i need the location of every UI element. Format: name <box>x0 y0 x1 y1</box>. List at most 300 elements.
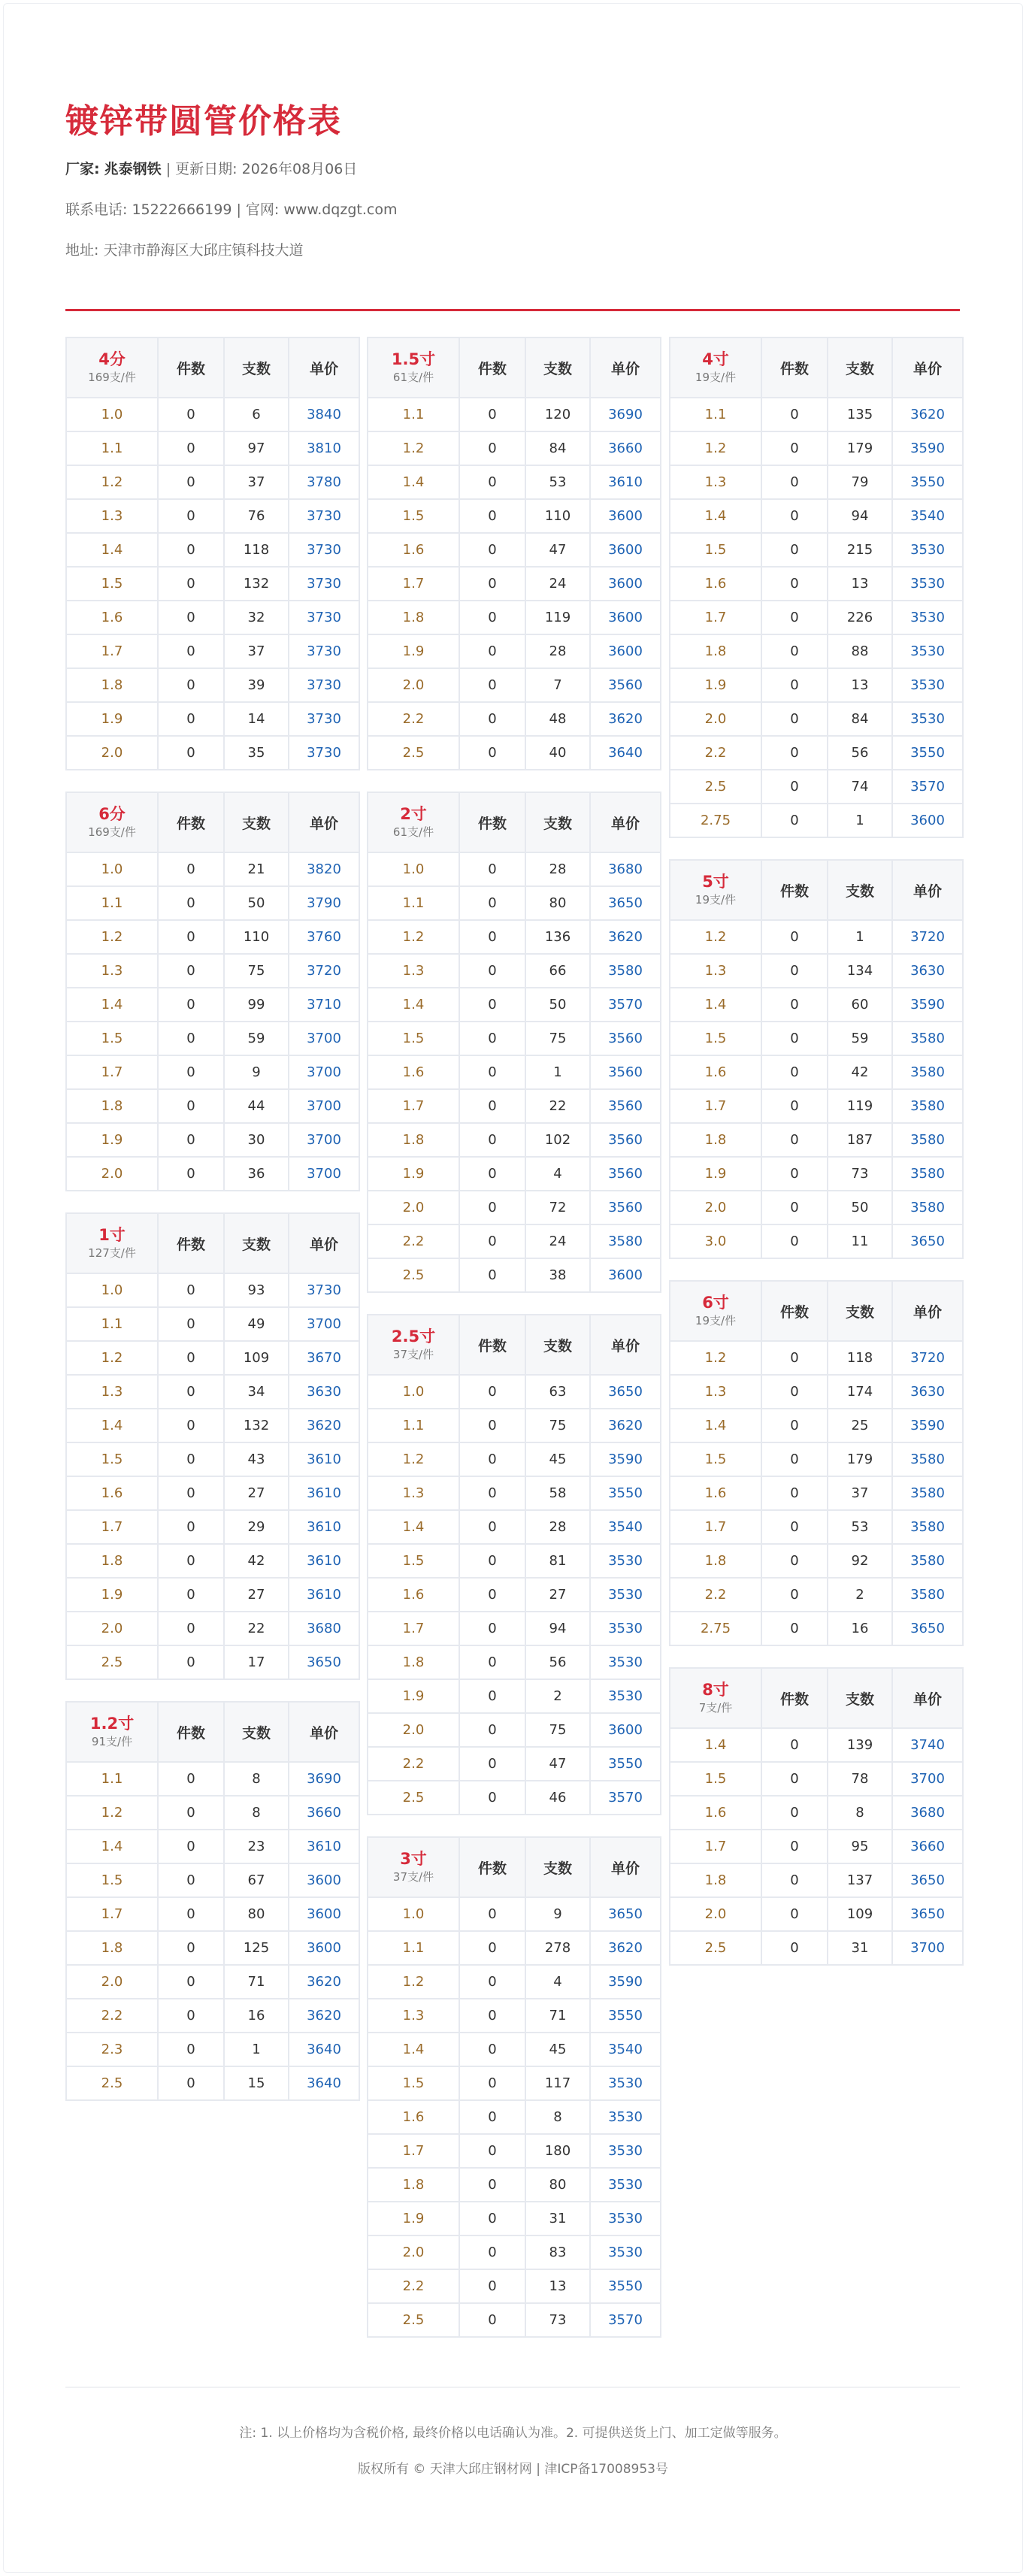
count-header: 件数 <box>459 338 525 398</box>
pieces-cell: 71 <box>224 1965 289 1999</box>
count-cell: 0 <box>761 1863 828 1897</box>
thickness-cell: 1.6 <box>66 601 158 634</box>
count-cell: 0 <box>459 1409 525 1442</box>
table-row <box>368 465 661 499</box>
count-cell: 0 <box>761 668 828 702</box>
count-cell: 0 <box>459 2100 525 2134</box>
thickness-cell: 1.9 <box>66 702 158 736</box>
price-cell: 3730 <box>289 634 359 668</box>
pieces-cell: 29 <box>224 1510 289 1544</box>
table-row <box>66 1544 359 1578</box>
price-cell: 3530 <box>590 1679 661 1713</box>
table-row <box>670 988 963 1022</box>
count-cell: 0 <box>158 567 224 601</box>
pieces-cell: 31 <box>828 1931 892 1965</box>
pieces-cell: 28 <box>525 852 590 886</box>
table-header-row <box>66 792 359 852</box>
thickness-cell: 1.9 <box>368 2202 459 2235</box>
thickness-cell: 2.2 <box>670 736 761 770</box>
table-row <box>368 2269 661 2303</box>
table-row <box>66 1055 359 1089</box>
thickness-cell: 1.8 <box>66 1931 158 1965</box>
pieces-cell: 56 <box>828 736 892 770</box>
table-row <box>670 1728 963 1762</box>
header-divider <box>65 309 960 311</box>
price-cell: 3820 <box>289 852 359 886</box>
count-cell: 0 <box>158 533 224 567</box>
table-row <box>66 886 359 920</box>
thickness-cell: 1.8 <box>368 601 459 634</box>
count-cell: 0 <box>158 1762 224 1796</box>
thickness-cell: 1.2 <box>368 431 459 465</box>
price-cell: 3580 <box>892 1123 963 1157</box>
pieces-cell: 78 <box>828 1762 892 1796</box>
count-cell: 0 <box>158 601 224 634</box>
table-row <box>66 852 359 886</box>
count-cell: 0 <box>761 1224 828 1258</box>
thickness-cell: 1.7 <box>368 1089 459 1123</box>
price-table <box>669 859 964 1259</box>
count-cell: 0 <box>158 1796 224 1830</box>
pieces-cell: 24 <box>525 1224 590 1258</box>
pieces-header: 支数 <box>828 860 892 920</box>
thickness-cell: 2.0 <box>66 736 158 770</box>
thickness-cell: 1.9 <box>66 1578 158 1612</box>
table-row <box>368 1409 661 1442</box>
pieces-cell: 63 <box>525 1375 590 1409</box>
count-cell: 0 <box>158 2066 224 2100</box>
price-cell: 3640 <box>289 2033 359 2066</box>
price-cell: 3580 <box>892 1191 963 1224</box>
count-cell: 0 <box>459 1612 525 1645</box>
price-cell: 3530 <box>590 1544 661 1578</box>
price-cell: 3550 <box>590 1999 661 2033</box>
price-cell: 3690 <box>289 1762 359 1796</box>
price-cell: 3580 <box>590 1224 661 1258</box>
count-cell: 0 <box>459 2303 525 2337</box>
price-table <box>65 337 360 770</box>
pieces-cell: 73 <box>525 2303 590 2337</box>
pieces-cell: 132 <box>224 567 289 601</box>
table-header-row <box>670 1281 963 1341</box>
table-row <box>670 634 963 668</box>
table-row <box>66 1476 359 1510</box>
count-cell: 0 <box>459 702 525 736</box>
thickness-cell: 1.4 <box>66 988 158 1022</box>
spec-name: 1寸 <box>98 1226 126 1244</box>
price-cell: 3740 <box>892 1728 963 1762</box>
price-cell: 3540 <box>590 2033 661 2066</box>
pieces-cell: 58 <box>525 1476 590 1510</box>
price-table <box>367 337 661 770</box>
table-row <box>670 1157 963 1191</box>
address-line: 地址: 天津市静海区大邱庄镇科技大道 <box>65 242 304 259</box>
table-row <box>368 1375 661 1409</box>
price-cell: 3620 <box>590 702 661 736</box>
thickness-cell: 1.8 <box>66 668 158 702</box>
price-cell: 3580 <box>590 954 661 988</box>
thickness-cell: 2.75 <box>670 804 761 837</box>
table-row <box>368 1442 661 1476</box>
price-cell: 3600 <box>590 533 661 567</box>
price-cell: 3580 <box>892 1442 963 1476</box>
thickness-cell: 1.5 <box>368 1022 459 1055</box>
count-cell: 0 <box>459 886 525 920</box>
table-row <box>670 1341 963 1375</box>
spec-name: 1.5寸 <box>391 350 436 368</box>
thickness-cell: 1.9 <box>368 1679 459 1713</box>
thickness-cell: 2.0 <box>368 1713 459 1747</box>
price-cell: 3600 <box>289 1863 359 1897</box>
price-cell: 3650 <box>892 1224 963 1258</box>
price-cell: 3620 <box>892 398 963 431</box>
price-header: 单价 <box>892 338 963 398</box>
price-cell: 3720 <box>892 920 963 954</box>
pieces-cell: 24 <box>525 567 590 601</box>
page-title: 镀锌带圆管价格表 <box>65 102 342 141</box>
thickness-cell: 1.0 <box>368 852 459 886</box>
pieces-cell: 118 <box>828 1341 892 1375</box>
thickness-cell: 1.1 <box>368 1409 459 1442</box>
table-row <box>670 804 963 837</box>
pieces-cell: 15 <box>224 2066 289 2100</box>
pieces-cell: 50 <box>224 886 289 920</box>
price-header: 单价 <box>892 1668 963 1728</box>
spec-header <box>670 860 761 920</box>
count-header: 件数 <box>459 1837 525 1897</box>
table-row <box>66 668 359 702</box>
price-header: 单价 <box>590 1837 661 1897</box>
count-cell: 0 <box>761 1442 828 1476</box>
table-row <box>670 1375 963 1409</box>
table-row <box>670 668 963 702</box>
count-cell: 0 <box>459 1224 525 1258</box>
pieces-cell: 75 <box>525 1022 590 1055</box>
thickness-cell: 1.7 <box>66 1055 158 1089</box>
pieces-header: 支数 <box>224 1702 289 1762</box>
table-row <box>368 702 661 736</box>
pieces-cell: 46 <box>525 1781 590 1815</box>
thickness-cell: 1.4 <box>368 988 459 1022</box>
thickness-cell: 1.2 <box>670 431 761 465</box>
table-row <box>368 2134 661 2168</box>
thickness-cell: 2.0 <box>66 1157 158 1191</box>
footer-divider <box>65 2387 960 2388</box>
price-cell: 3660 <box>590 431 661 465</box>
price-cell: 3680 <box>289 1612 359 1645</box>
pieces-cell: 88 <box>828 634 892 668</box>
count-cell: 0 <box>761 1897 828 1931</box>
price-cell: 3640 <box>289 2066 359 2100</box>
price-cell: 3730 <box>289 601 359 634</box>
count-cell: 0 <box>158 1157 224 1191</box>
count-cell: 0 <box>761 1931 828 1965</box>
price-cell: 3550 <box>590 1747 661 1781</box>
count-cell: 0 <box>158 465 224 499</box>
count-header: 件数 <box>158 1702 224 1762</box>
pieces-cell: 8 <box>525 2100 590 2134</box>
thickness-cell: 1.6 <box>670 1055 761 1089</box>
spec-pack: 19支/件 <box>695 893 737 907</box>
table-row <box>670 1612 963 1645</box>
thickness-cell: 2.2 <box>670 1578 761 1612</box>
spec-name: 5寸 <box>702 873 729 891</box>
pieces-cell: 83 <box>525 2235 590 2269</box>
pieces-cell: 4 <box>525 1157 590 1191</box>
thickness-cell: 1.1 <box>368 886 459 920</box>
table-row <box>368 1123 661 1157</box>
spec-header <box>670 1281 761 1341</box>
pieces-cell: 36 <box>224 1157 289 1191</box>
table-row <box>368 2168 661 2202</box>
pieces-cell: 72 <box>525 1191 590 1224</box>
pieces-cell: 110 <box>525 499 590 533</box>
count-cell: 0 <box>761 770 828 804</box>
table-row <box>368 1679 661 1713</box>
maker-label: 厂家: <box>65 161 100 177</box>
count-cell: 0 <box>459 668 525 702</box>
thickness-cell: 1.5 <box>66 567 158 601</box>
pieces-cell: 37 <box>224 465 289 499</box>
count-cell: 0 <box>459 2066 525 2100</box>
pieces-cell: 75 <box>525 1713 590 1747</box>
count-cell: 0 <box>761 1409 828 1442</box>
pieces-cell: 119 <box>828 1089 892 1123</box>
pieces-cell: 8 <box>224 1762 289 1796</box>
count-header: 件数 <box>761 860 828 920</box>
thickness-cell: 1.5 <box>66 1863 158 1897</box>
price-cell: 3590 <box>892 988 963 1022</box>
pieces-cell: 137 <box>828 1863 892 1897</box>
table-row <box>368 2235 661 2269</box>
price-cell: 3610 <box>289 1578 359 1612</box>
pieces-cell: 47 <box>525 533 590 567</box>
count-cell: 0 <box>761 1612 828 1645</box>
price-cell: 3530 <box>590 2202 661 2235</box>
pieces-header: 支数 <box>828 338 892 398</box>
spec-pack: 91支/件 <box>91 1735 133 1748</box>
count-cell: 0 <box>761 1055 828 1089</box>
price-header: 单价 <box>892 1281 963 1341</box>
thickness-cell: 2.0 <box>670 1191 761 1224</box>
table-row <box>368 431 661 465</box>
pieces-cell: 8 <box>224 1796 289 1830</box>
count-cell: 0 <box>158 1830 224 1863</box>
count-cell: 0 <box>459 1713 525 1747</box>
count-cell: 0 <box>761 567 828 601</box>
pieces-header: 支数 <box>828 1668 892 1728</box>
count-cell: 0 <box>761 988 828 1022</box>
thickness-cell: 1.9 <box>368 634 459 668</box>
thickness-cell: 1.8 <box>66 1089 158 1123</box>
thickness-cell: 1.3 <box>368 1476 459 1510</box>
pieces-cell: 50 <box>525 988 590 1022</box>
count-cell: 0 <box>158 1897 224 1931</box>
count-cell: 0 <box>761 533 828 567</box>
count-cell: 0 <box>459 465 525 499</box>
table-row <box>670 1224 963 1258</box>
pieces-cell: 67 <box>224 1863 289 1897</box>
table-row <box>66 431 359 465</box>
table-row <box>368 1999 661 2033</box>
table-row <box>670 1544 963 1578</box>
price-cell: 3560 <box>590 1089 661 1123</box>
thickness-cell: 1.2 <box>670 920 761 954</box>
price-table <box>669 1667 964 1966</box>
price-cell: 3560 <box>590 1055 661 1089</box>
pieces-cell: 45 <box>525 2033 590 2066</box>
table-row <box>670 1897 963 1931</box>
price-cell: 3730 <box>289 736 359 770</box>
price-cell: 3700 <box>289 1089 359 1123</box>
table-header-row <box>66 338 359 398</box>
table-row <box>670 1123 963 1157</box>
thickness-cell: 1.8 <box>670 1123 761 1157</box>
price-cell: 3610 <box>590 465 661 499</box>
table-row <box>670 567 963 601</box>
pieces-cell: 179 <box>828 431 892 465</box>
pieces-cell: 59 <box>828 1022 892 1055</box>
pieces-cell: 11 <box>828 1224 892 1258</box>
count-cell: 0 <box>158 1544 224 1578</box>
table-row <box>368 1544 661 1578</box>
pieces-cell: 42 <box>224 1544 289 1578</box>
thickness-cell: 2.5 <box>368 2303 459 2337</box>
price-cell: 3540 <box>590 1510 661 1544</box>
thickness-cell: 1.7 <box>670 601 761 634</box>
price-cell: 3530 <box>892 668 963 702</box>
table-row <box>66 1089 359 1123</box>
pieces-cell: 118 <box>224 533 289 567</box>
pieces-cell: 135 <box>828 398 892 431</box>
count-cell: 0 <box>761 465 828 499</box>
thickness-cell: 1.9 <box>670 668 761 702</box>
table-row <box>670 1762 963 1796</box>
table-row <box>66 1796 359 1830</box>
spec-name: 1.2寸 <box>89 1715 135 1733</box>
pieces-cell: 71 <box>525 1999 590 2033</box>
thickness-cell: 1.6 <box>66 1476 158 1510</box>
count-cell: 0 <box>158 2033 224 2066</box>
table-header-row <box>670 860 963 920</box>
price-cell: 3720 <box>892 1341 963 1375</box>
price-cell: 3580 <box>892 1022 963 1055</box>
thickness-cell: 1.8 <box>670 1863 761 1897</box>
price-cell: 3530 <box>590 1578 661 1612</box>
price-header: 单价 <box>590 792 661 852</box>
count-cell: 0 <box>158 1375 224 1409</box>
table-row <box>670 1089 963 1123</box>
table-row <box>670 1510 963 1544</box>
pieces-cell: 102 <box>525 1123 590 1157</box>
thickness-cell: 1.7 <box>368 2134 459 2168</box>
thickness-cell: 1.5 <box>670 1762 761 1796</box>
pieces-cell: 76 <box>224 499 289 533</box>
table-row <box>368 1897 661 1931</box>
thickness-cell: 1.2 <box>66 1796 158 1830</box>
pieces-cell: 66 <box>525 954 590 988</box>
table-row <box>66 1123 359 1157</box>
pieces-cell: 17 <box>224 1645 289 1679</box>
spec-pack: 19支/件 <box>695 371 737 384</box>
thickness-cell: 2.2 <box>368 1747 459 1781</box>
count-cell: 0 <box>761 634 828 668</box>
count-cell: 0 <box>158 954 224 988</box>
thickness-cell: 1.0 <box>66 1273 158 1307</box>
pieces-cell: 16 <box>224 1999 289 2033</box>
price-cell: 3530 <box>590 2235 661 2269</box>
table-row <box>66 988 359 1022</box>
count-cell: 0 <box>459 2134 525 2168</box>
thickness-cell: 2.2 <box>368 702 459 736</box>
pieces-cell: 47 <box>525 1747 590 1781</box>
thickness-cell: 1.3 <box>66 499 158 533</box>
pieces-cell: 14 <box>224 702 289 736</box>
thickness-cell: 1.6 <box>670 1476 761 1510</box>
thickness-cell: 1.3 <box>368 1999 459 2033</box>
thickness-cell: 1.5 <box>368 1544 459 1578</box>
count-cell: 0 <box>761 1796 828 1830</box>
pieces-cell: 132 <box>224 1409 289 1442</box>
price-header: 单价 <box>289 1702 359 1762</box>
spec-header <box>670 338 761 398</box>
thickness-cell: 1.3 <box>670 954 761 988</box>
thickness-cell: 1.6 <box>670 567 761 601</box>
pieces-cell: 80 <box>224 1897 289 1931</box>
count-cell: 0 <box>158 1409 224 1442</box>
thickness-cell: 1.3 <box>670 1375 761 1409</box>
thickness-cell: 1.4 <box>368 465 459 499</box>
count-cell: 0 <box>158 1123 224 1157</box>
table-row <box>368 1022 661 1055</box>
table-row <box>670 1830 963 1863</box>
count-cell: 0 <box>761 398 828 431</box>
pieces-cell: 37 <box>828 1476 892 1510</box>
count-cell: 0 <box>459 852 525 886</box>
price-cell: 3700 <box>892 1762 963 1796</box>
count-header: 件数 <box>761 1668 828 1728</box>
pieces-cell: 84 <box>525 431 590 465</box>
thickness-cell: 1.6 <box>368 2100 459 2134</box>
count-cell: 0 <box>158 1612 224 1645</box>
price-cell: 3650 <box>892 1863 963 1897</box>
table-row <box>368 1055 661 1089</box>
count-cell: 0 <box>761 1341 828 1375</box>
table-row <box>368 1089 661 1123</box>
price-cell: 3610 <box>289 1442 359 1476</box>
thickness-cell: 1.4 <box>66 1409 158 1442</box>
count-cell: 0 <box>158 1999 224 2033</box>
count-cell: 0 <box>158 1341 224 1375</box>
thickness-cell: 1.7 <box>66 634 158 668</box>
count-cell: 0 <box>459 1679 525 1713</box>
pieces-cell: 35 <box>224 736 289 770</box>
table-row <box>368 1931 661 1965</box>
thickness-cell: 2.2 <box>368 2269 459 2303</box>
count-cell: 0 <box>761 1510 828 1544</box>
table-row <box>66 1273 359 1307</box>
table-row <box>368 2202 661 2235</box>
price-cell: 3530 <box>590 2168 661 2202</box>
spec-name: 6寸 <box>702 1294 729 1312</box>
count-cell: 0 <box>459 1476 525 1510</box>
pieces-cell: 109 <box>224 1341 289 1375</box>
thickness-cell: 1.7 <box>368 567 459 601</box>
count-cell: 0 <box>158 431 224 465</box>
table-row <box>66 1409 359 1442</box>
table-row <box>368 1965 661 1999</box>
count-cell: 0 <box>761 804 828 837</box>
